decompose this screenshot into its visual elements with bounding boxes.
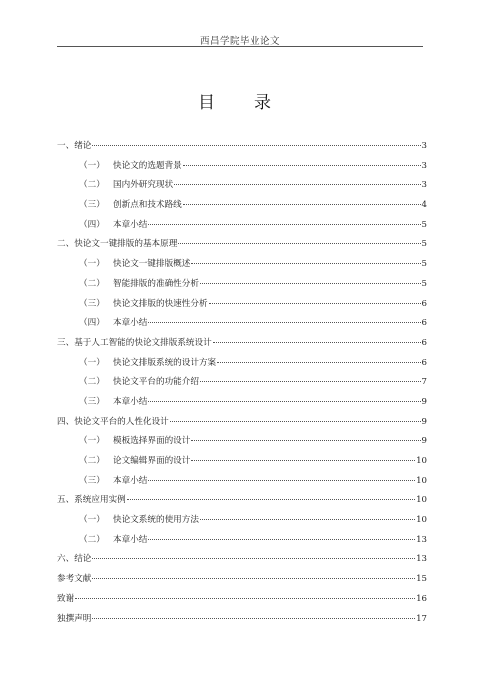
- toc-entry-label: 四、快论文平台的人性化设计: [57, 416, 169, 427]
- toc-entry-number: （二）: [79, 377, 105, 388]
- toc-page-number: 17: [416, 613, 427, 624]
- toc-entry-title: [79, 354, 216, 374]
- toc-entry-title: [57, 491, 126, 511]
- toc-entry[interactable]: [57, 235, 427, 255]
- toc-entry[interactable]: [57, 334, 427, 354]
- toc-entry[interactable]: [57, 550, 427, 570]
- toc-dot-leader: [148, 479, 415, 481]
- toc-entry-title: [79, 452, 190, 472]
- toc-entry-label: 快论文系统的使用方法: [113, 515, 199, 526]
- toc-entry-title: [79, 295, 208, 315]
- toc-dot-leader: [148, 321, 420, 323]
- toc-dot-leader: [92, 617, 415, 619]
- toc-entry-number: （二）: [79, 278, 105, 289]
- toc-entry-number: （二）: [79, 456, 105, 466]
- toc-entry-label: 快论文的选题背景: [113, 160, 182, 171]
- table-of-contents: [57, 137, 427, 629]
- toc-entry-title: [79, 472, 147, 492]
- toc-entry-number: （一）: [79, 357, 105, 368]
- toc-entry-title: [57, 137, 91, 157]
- toc-page-number: 10: [416, 515, 427, 526]
- toc-dot-leader: [200, 380, 421, 382]
- toc-dot-leader: [191, 262, 420, 264]
- toc-entry-title: [79, 511, 199, 531]
- toc-page-number: 9: [421, 416, 427, 427]
- toc-entry[interactable]: [57, 452, 427, 472]
- toc-page-number: 16: [416, 593, 427, 604]
- toc-entry[interactable]: [57, 570, 427, 590]
- toc-entry[interactable]: [57, 176, 427, 196]
- toc-entry-title: [57, 413, 169, 433]
- toc-entry-title: [57, 334, 212, 354]
- toc-entry[interactable]: [57, 314, 427, 334]
- toc-entry-number: （三）: [79, 298, 105, 309]
- toc-dot-leader: [217, 361, 420, 363]
- toc-entry[interactable]: [57, 590, 427, 610]
- toc-entry-label: 国内外研究现状: [113, 180, 174, 191]
- toc-entry[interactable]: [57, 511, 427, 531]
- toc-entry-label: 六、结论: [57, 554, 92, 565]
- toc-entry-title: [79, 275, 199, 295]
- toc-page-number: 10: [416, 495, 427, 506]
- toc-entry-label: 快论文排版的快速性分析: [113, 298, 208, 309]
- toc-entry-title: [57, 570, 91, 590]
- toc-entry-label: 快论文平台的功能介绍: [113, 377, 199, 388]
- toc-entry-number: （四）: [79, 318, 105, 329]
- toc-dot-leader: [75, 597, 415, 599]
- toc-dot-leader: [92, 144, 420, 146]
- toc-entry-label: 一、绪论: [57, 141, 92, 151]
- toc-entry[interactable]: [57, 373, 427, 393]
- toc-dot-leader: [148, 400, 420, 402]
- toc-dot-leader: [170, 420, 421, 422]
- toc-page-number: 6: [421, 337, 427, 348]
- toc-entry-title: [79, 176, 173, 196]
- toc-entry-label: 三、基于人工智能的快论文排版系统设计: [57, 337, 212, 348]
- toc-entry-label: 快论文一键排版概述: [113, 259, 191, 270]
- toc-entry-label: 模板选择界面的设计: [113, 436, 191, 447]
- running-header: 西昌学院毕业论文: [199, 36, 280, 47]
- toc-page-number: 6: [421, 298, 427, 309]
- toc-page-number: 6: [421, 318, 427, 329]
- toc-page-number: 3: [421, 141, 427, 151]
- toc-page-number: 13: [416, 554, 427, 565]
- toc-entry-label: 创新点和技术路线: [113, 200, 182, 211]
- toc-dot-leader: [213, 341, 421, 343]
- toc-page-number: 5: [421, 259, 427, 270]
- toc-entry-title: [57, 590, 74, 610]
- toc-entry-number: （二）: [79, 180, 105, 191]
- toc-page-number: 13: [416, 534, 427, 545]
- toc-entry[interactable]: [57, 354, 427, 374]
- toc-dot-leader: [209, 302, 421, 304]
- toc-entry-title: [79, 373, 199, 393]
- toc-entry[interactable]: [57, 137, 427, 157]
- toc-entry[interactable]: [57, 216, 427, 236]
- toc-entry-label: 本章小结: [113, 396, 148, 407]
- toc-entry-label: 本章小结: [113, 534, 148, 545]
- toc-entry-number: （三）: [79, 396, 105, 407]
- toc-page-number: 3: [421, 160, 427, 171]
- toc-entry-label: 独撰声明: [57, 613, 92, 624]
- toc-entry-number: （一）: [79, 515, 105, 526]
- toc-entry-title: [79, 196, 182, 216]
- toc-dot-leader: [92, 557, 415, 559]
- toc-page-number: 15: [416, 574, 427, 585]
- toc-dot-leader: [148, 538, 415, 540]
- toc-dot-leader: [191, 439, 420, 441]
- toc-entry[interactable]: [57, 295, 427, 315]
- toc-dot-leader: [200, 518, 415, 520]
- toc-entry-title: [79, 314, 147, 334]
- toc-entry-label: 本章小结: [113, 475, 148, 486]
- toc-entry-number: （一）: [79, 160, 105, 171]
- toc-entry-title: [79, 531, 147, 551]
- toc-page-number: 3: [421, 180, 427, 191]
- toc-page-number: 5: [421, 219, 427, 230]
- header-divider: [57, 46, 423, 47]
- toc-entry-title: [79, 432, 190, 452]
- toc-entry-title: [57, 235, 177, 255]
- toc-dot-leader: [174, 183, 420, 185]
- toc-entry[interactable]: [57, 157, 427, 177]
- toc-entry-label: 本章小结: [113, 219, 148, 230]
- toc-entry-number: （三）: [79, 200, 105, 211]
- toc-entry[interactable]: [57, 432, 427, 452]
- page-title: 目 录: [198, 93, 282, 113]
- toc-entry[interactable]: [57, 472, 427, 492]
- toc-page-number: 7: [421, 377, 427, 388]
- toc-dot-leader: [92, 577, 415, 579]
- toc-entry[interactable]: [57, 196, 427, 216]
- toc-dot-leader: [183, 203, 421, 205]
- toc-entry-label: 二、快论文一键排版的基本原理: [57, 239, 178, 250]
- toc-entry-label: 论文编辑界面的设计: [113, 456, 191, 466]
- toc-entry[interactable]: [57, 491, 427, 511]
- toc-entry[interactable]: [57, 531, 427, 551]
- toc-page-number: 5: [421, 278, 427, 289]
- toc-entry-title: [57, 610, 91, 630]
- toc-entry-title: [79, 157, 182, 177]
- toc-entry[interactable]: [57, 255, 427, 275]
- toc-page-number: 9: [421, 396, 427, 407]
- toc-dot-leader: [191, 459, 415, 461]
- toc-entry-number: （一）: [79, 259, 105, 270]
- toc-dot-leader: [178, 242, 420, 244]
- toc-entry-number: （一）: [79, 436, 105, 447]
- toc-entry-label: 快论文排版系统的设计方案: [113, 357, 217, 368]
- toc-entry-number: （三）: [79, 475, 105, 486]
- toc-entry-number: （四）: [79, 219, 105, 230]
- toc-entry[interactable]: [57, 413, 427, 433]
- toc-page-number: 10: [416, 456, 427, 466]
- toc-page-number: 5: [421, 239, 427, 250]
- toc-entry-label: 参考文献: [57, 574, 92, 585]
- toc-dot-leader: [148, 223, 420, 225]
- toc-entry-label: 智能排版的准确性分析: [113, 278, 199, 289]
- toc-entry-number: （二）: [79, 534, 105, 545]
- toc-entry-label: 致谢: [57, 593, 75, 604]
- toc-page-number: 9: [421, 436, 427, 447]
- toc-entry-label: 本章小结: [113, 318, 148, 329]
- toc-page-number: 4: [421, 200, 427, 211]
- toc-entry-title: [79, 393, 147, 413]
- toc-page-number: 10: [416, 475, 427, 486]
- toc-page-number: 6: [421, 357, 427, 368]
- toc-entry-title: [79, 216, 147, 236]
- toc-dot-leader: [127, 498, 415, 500]
- toc-entry[interactable]: [57, 393, 427, 413]
- toc-entry[interactable]: [57, 610, 427, 630]
- toc-entry-title: [57, 550, 91, 570]
- toc-dot-leader: [183, 164, 421, 166]
- toc-dot-leader: [200, 282, 421, 284]
- toc-entry[interactable]: [57, 275, 427, 295]
- toc-entry-label: 五、系统应用实例: [57, 495, 126, 506]
- toc-entry-title: [79, 255, 190, 275]
